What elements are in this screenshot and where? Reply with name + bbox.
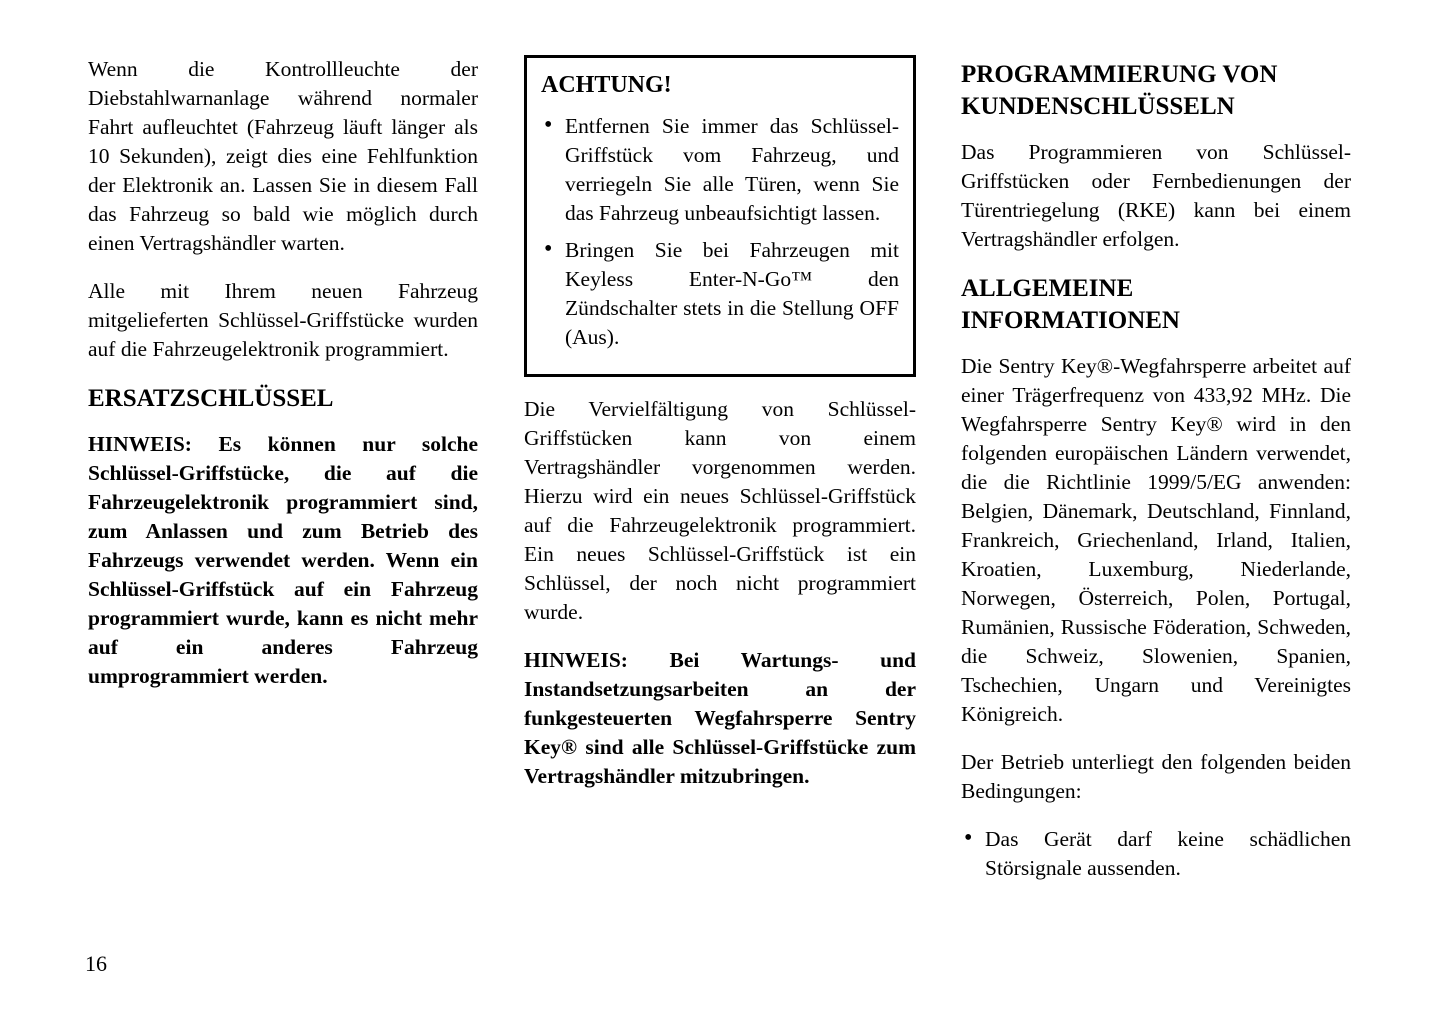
section-heading-allgemeine-informationen: ALLGEMEINE INFORMATIONEN <box>961 275 1180 334</box>
paragraph-betrieb-bedingungen: Der Betrieb unterliegt den folgenden beiden Bedingungen: <box>961 750 1351 803</box>
paragraph-keys-programmed: Alle mit Ihrem neuen Fahrzeug mitgelieferten Schlüssel-Griffstücke wurden auf die Fahrzeugelektronik programmiert. <box>88 279 478 361</box>
paragraph-warning-light: Wenn die Kontrollleuchte der Diebstahlwarnanlage während normaler Fahrt aufleuchtet (Fahrzeug läuft länger als 10 Sekunden), zeigt dies eine Fehlfunktion der Elektronik an. Lassen Sie in diesem Fall das Fahrzeug so bald wie möglich durch einen Vertragshändler warten. <box>88 57 478 255</box>
note-maintenance: HINWEIS: Bei Wartungs- und Instandsetzungsarbeiten an der funkgesteuerten Wegfahrsperre Sentry Key® sind alle Schlüssel-Griffstücke zum Vertragshändler mitzubringen. <box>524 648 916 788</box>
column-left <box>88 55 478 710</box>
paragraph-sentry-key-info: Die Sentry Key®-Wegfahrsperre arbeitet auf einer Trägerfrequenz von 433,92 MHz. Die Wegfahrsperre Sentry Key® wird in den folgenden europäischen Ländern verwendet, die die Richtlinie 1999/5/EG anwenden: Belgien, Dänemark, Deutschland, Finnland, Frankreich, Griechenland, Irland, Italien, Kroatien, Luxemburg, Niederlande, Norwegen, Österreich, Polen, Portugal, Rumänien, Russische Föderation, Schweden, die Schweiz, Slowenien, Spanien, Tschechien, Ungarn und Vereinigtes Königreich. <box>961 354 1351 726</box>
page-number: 16 <box>85 951 107 976</box>
condition-bullet-item: • Das Gerät darf keine schädlichen Störsignale aussenden. <box>961 825 1351 883</box>
paragraph-programmierung: Das Programmieren von Schlüssel-Griffstücken oder Fernbedienungen der Türentriegelung (RKE) kann bei einem Vertragshändler erfolgen. <box>961 140 1351 251</box>
section-heading-programmierung: PROGRAMMIERUNG VON KUNDENSCHLÜSSELN <box>961 61 1278 120</box>
warning-bullet-list <box>541 112 899 352</box>
section-heading-ersatzschluessel: ERSATZSCHLÜSSEL <box>88 385 334 412</box>
conditions-bullet-list <box>961 825 1351 883</box>
paragraph-key-duplication: Die Vervielfältigung von Schlüssel-Griffstücken kann von einem Vertragshändler vorgenommen werden. Hierzu wird ein neues Schlüssel-Griffstück auf die Fahrzeugelektronik programmiert. Ein neues Schlüssel-Griffstück ist ein Schlüssel, der noch nicht programmiert wurde. <box>524 397 916 624</box>
warning-box-title: ACHTUNG! <box>541 72 672 98</box>
warning-bullet-item: • Bringen Sie bei Fahrzeugen mit Keyless Enter-N-Go™ den Zündschalter stets in die Stellung OFF (Aus). <box>541 236 899 352</box>
note-ersatzschluessel: HINWEIS: Es können nur solche Schlüssel-Griffstücke, die auf die Fahrzeugelektronik programmiert sind, zum Anlassen und zum Betrieb des Fahrzeugs verwendet werden. Wenn ein Schlüssel-Griffstück auf ein Fahrzeug programmiert wurde, kann es nicht mehr auf ein anderes Fahrzeug umprogrammiert werden. <box>88 432 478 688</box>
warning-box <box>524 55 916 377</box>
column-right <box>961 55 1351 883</box>
warning-bullet-item: • Entfernen Sie immer das Schlüssel-Griffstück vom Fahrzeug, und verriegeln Sie alle Türen, wenn Sie das Fahrzeug unbeaufsichtigt lassen. <box>541 112 899 228</box>
column-middle <box>524 55 916 810</box>
